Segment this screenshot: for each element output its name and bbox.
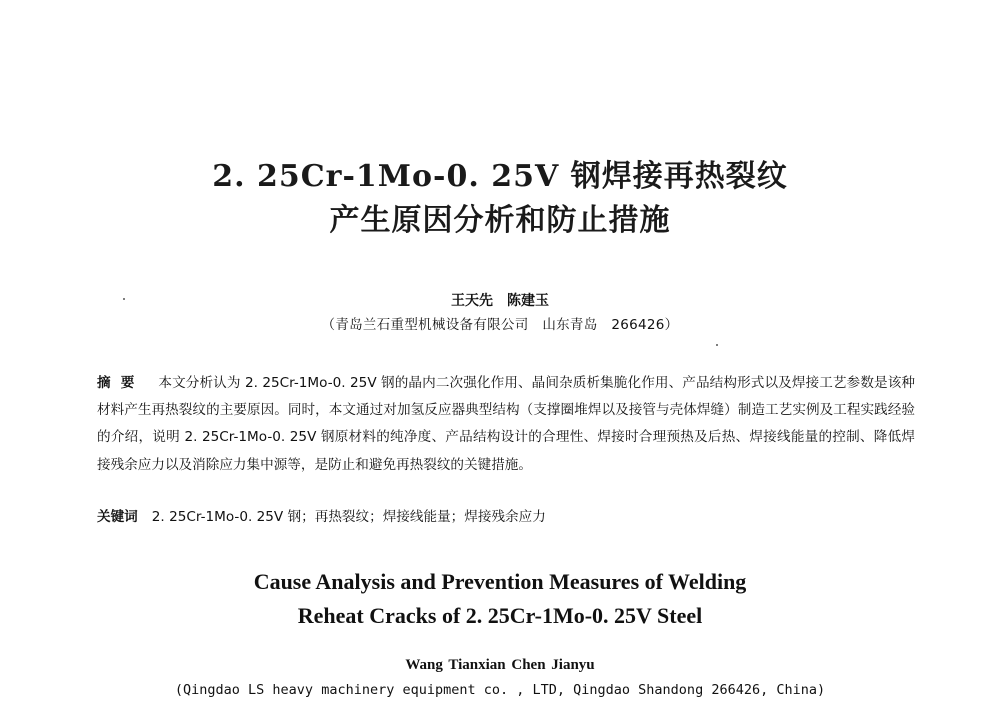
abstract (97, 370, 915, 479)
english-title-line-1: Cause Analysis and Prevention Measures of Welding (253, 569, 747, 594)
english-affiliation: (Qingdao LS heavy machinery equipment co. , LTD, Qingdao Shandong 266426, China) (174, 682, 826, 698)
chinese-title-line-1: 2. 25Cr-1Mo-0. 25V 钢焊接再热裂纹 (212, 159, 788, 194)
keywords (97, 505, 915, 529)
chinese-authors: 王天先 陈建玉 (451, 293, 549, 309)
keywords-label: 关键词 (97, 509, 138, 525)
scan-speck (716, 344, 718, 346)
chinese-affiliation: （青岛兰石重型机械设备有限公司 山东青岛 266426） (321, 317, 679, 333)
keywords-text: 2. 25Cr-1Mo-0. 25V 钢；再热裂纹；焊接线能量；焊接残余应力 (151, 509, 546, 525)
abstract-label: 摘要 (97, 375, 145, 391)
english-title-line-2: Reheat Cracks of 2. 25Cr-1Mo-0. 25V Steel (297, 603, 703, 628)
chinese-title-line-2: 产生原因分析和防止措施 (329, 203, 671, 238)
abstract-text: 本文分析认为 2. 25Cr-1Mo-0. 25V 钢的晶内二次强化作用、晶间杂质析集脆化作用、产品结构形式以及焊接工艺参数是该种材料产生再热裂纹的主要原因。同时，本文通过对加氢反应器典型结构（支撑圈堆焊以及接管与壳体焊缝）制造工艺实例及工程实践经验的介绍，说明 2. 25Cr-1Mo-0. 25V 钢原材料的纯净度、产品结构设计的合理性、焊接时合理预热及后热、焊接线能量的控制、降低焊接残余应力以及消除应力集中源等，是防止和避免再热裂纹的关键措施。 (97, 375, 915, 473)
scan-speck (123, 298, 125, 300)
english-authors: Wang Tianxian Chen Jianyu (405, 657, 595, 673)
